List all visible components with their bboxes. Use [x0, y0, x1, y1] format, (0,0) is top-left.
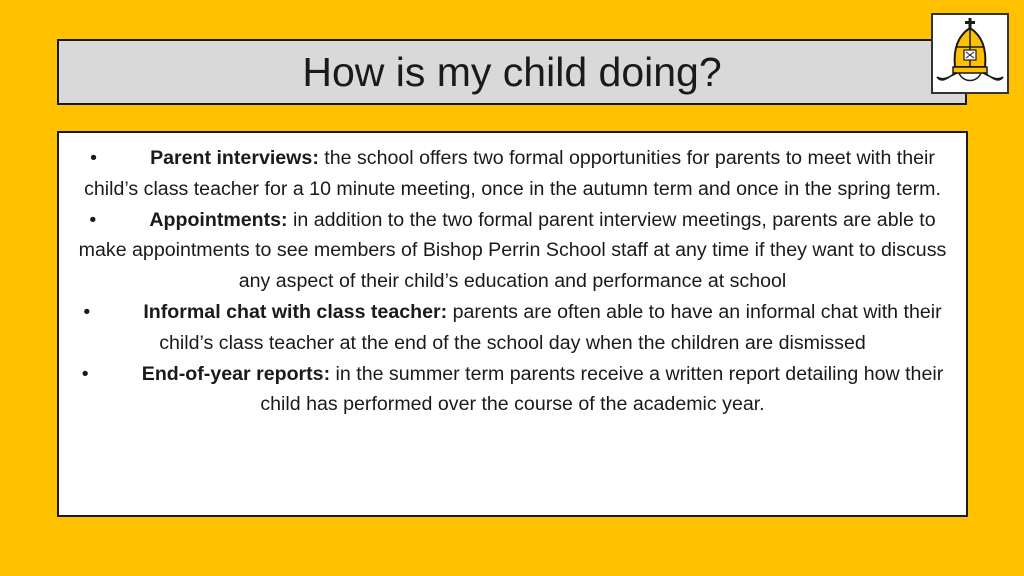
item-term: Parent interviews:: [150, 147, 319, 169]
list-item: [65, 205, 960, 297]
school-logo: [931, 13, 1009, 94]
item-term: End-of-year reports:: [141, 362, 331, 385]
bullet: •: [81, 362, 89, 385]
item-term: Appointments:: [149, 208, 288, 231]
item-term: Informal chat with class teacher:: [143, 300, 448, 323]
item-text: in the summer term parents receive a written report detailing how their child has performed over the course of the academic year.: [260, 362, 944, 416]
title-bar: [57, 39, 967, 105]
bullet: •: [83, 300, 91, 323]
list-item: [65, 297, 960, 359]
item-text: in addition to the two formal parent interview meetings, parents are able to make appointments to see members of Bishop Perrin School staff at any time if they want to discuss any aspect of their child’s education and performance at school: [78, 208, 947, 293]
bullet: •: [89, 208, 97, 231]
list-item: [65, 143, 960, 205]
item-text: the school offers two formal opportunities for parents to meet with their child’s class teacher for a 10 minute meeting, once in the autumn term and once in the spring term.: [84, 147, 941, 200]
bishop-mitre-crest-icon: [935, 17, 1005, 91]
item-text: parents are often able to have an informal chat with their child’s class teacher at the end of the school day when the children are dismissed: [159, 300, 942, 354]
page-title: How is my child doing?: [302, 48, 722, 95]
list-item: [65, 359, 960, 421]
content-panel: [57, 131, 968, 517]
bullet: •: [90, 147, 97, 169]
